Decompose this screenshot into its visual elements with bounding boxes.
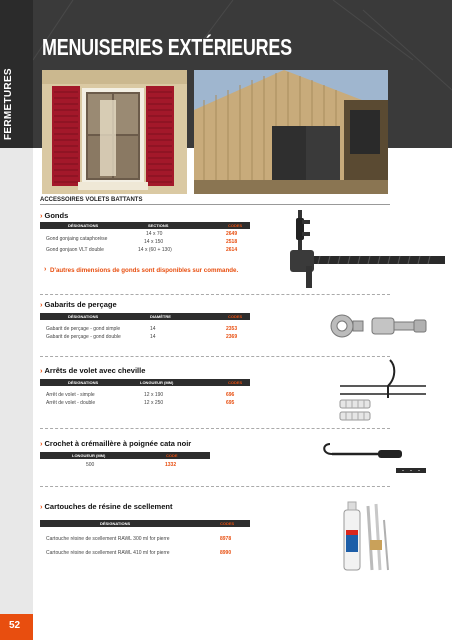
gabarits-heading: [40, 300, 117, 309]
gonds-col-designation: DÉSIGNATIONS: [68, 223, 99, 228]
sidebar-label: FERMETURES: [3, 68, 14, 140]
table-cell: 500: [86, 462, 95, 468]
table-cell: 14 x (60 + 130): [138, 247, 172, 253]
crochet-illustration: [318, 440, 434, 480]
cartouche-illustration: [338, 500, 398, 576]
arrets-col-designation: DÉSIGNATIONS: [68, 380, 99, 385]
page-title: MENUISERIES EXTÉRIEURES: [42, 34, 292, 60]
table-code: 696: [226, 392, 235, 398]
gabarits-col-diameter: DIAMÈTRE: [150, 314, 171, 319]
gonds-heading: [40, 211, 68, 220]
gond-illustration: [290, 210, 450, 292]
note-arrow-icon: ›: [44, 266, 47, 273]
arret-illustration: [330, 356, 430, 426]
table-cell: 14 x 150: [144, 239, 164, 245]
section-divider: [40, 486, 390, 487]
cartouches-table-header: [40, 520, 250, 527]
section-divider: [40, 204, 390, 205]
table-code: 2369: [226, 334, 238, 340]
table-cell: 12 x 190: [144, 392, 164, 398]
table-cell: Cartouche résine de scellement RAWL 300 ml for pierre: [46, 536, 170, 542]
table-cell: Gabarit de perçage - gond simple: [46, 326, 121, 332]
table-cell: Gond gonjaon VLT double: [46, 247, 104, 253]
table-cell: Gabarit de perçage - gond double: [46, 334, 121, 340]
table-code: 2518: [226, 239, 238, 245]
chevron-right-icon: ›: [40, 300, 43, 309]
table-cell: 14: [150, 326, 156, 332]
table-cell: Cartouche résine de scellement RAWL 410 ml for pierre: [46, 550, 170, 556]
arrets-title: Arrêts de volet avec cheville: [44, 366, 146, 375]
arrets-col-length: LONGUEUR (MM): [140, 380, 174, 385]
chevron-right-icon: ›: [40, 211, 43, 220]
table-code: 695: [226, 400, 235, 406]
gabarit-illustration: [322, 308, 432, 344]
cartouches-title: Cartouches de résine de scellement: [44, 502, 173, 511]
cartouches-col-code: CODES: [220, 521, 235, 526]
table-code: 2649: [226, 231, 238, 237]
crochet-title: Crochet à crémaillère à poignée cata noir: [44, 439, 192, 448]
section-divider: [40, 428, 390, 429]
table-code: 8978: [220, 536, 232, 542]
photo-red-shutters: [42, 70, 187, 194]
table-code: 2353: [226, 326, 238, 332]
gonds-table-header: [40, 222, 250, 229]
section-title: ACCESSOIRES VOLETS BATTANTS: [40, 197, 143, 203]
table-cell: Gond gonjaing cataphorèse: [46, 236, 108, 242]
crochet-col-code: CODE: [166, 453, 178, 458]
crochet-col-length: LONGUEUR (MM): [72, 453, 106, 458]
arrets-col-code: CODES: [228, 380, 243, 385]
gabarits-col-designation: DÉSIGNATIONS: [68, 314, 99, 319]
page-number: 52: [9, 620, 21, 631]
table-cell: Arrêt de volet - simple: [46, 392, 95, 398]
table-code: 2614: [226, 247, 238, 253]
table-code: 1332: [165, 462, 177, 468]
crochet-table-header: [40, 452, 210, 459]
table-code: 8990: [220, 550, 232, 556]
gonds-note: D'autres dimensions de gonds sont disponibles sur commande.: [50, 267, 239, 274]
gabarits-title: Gabarits de perçage: [44, 300, 117, 309]
chevron-right-icon: ›: [40, 502, 43, 511]
gonds-title: Gonds: [44, 211, 69, 220]
gabarits-col-code: CODES: [228, 314, 243, 319]
section-divider: [40, 294, 390, 295]
gonds-col-section: SECTIONS: [148, 223, 169, 228]
table-cell: 12 x 250: [144, 400, 164, 406]
chevron-right-icon: ›: [40, 439, 43, 448]
table-cell: 14: [150, 334, 156, 340]
cartouches-heading: [40, 502, 172, 511]
gabarits-table-header: [40, 313, 250, 320]
table-cell: 14 x 70: [146, 231, 163, 237]
table-cell: Arrêt de volet - double: [46, 400, 96, 406]
crochet-heading: [40, 439, 191, 448]
arrets-heading: [40, 366, 145, 375]
cartouches-col-designation: DÉSIGNATIONS: [100, 521, 131, 526]
gonds-col-code: CODES: [228, 223, 243, 228]
chevron-right-icon: ›: [40, 366, 43, 375]
photo-wooden-facade: [194, 70, 388, 194]
arrets-table-header: [40, 379, 250, 386]
